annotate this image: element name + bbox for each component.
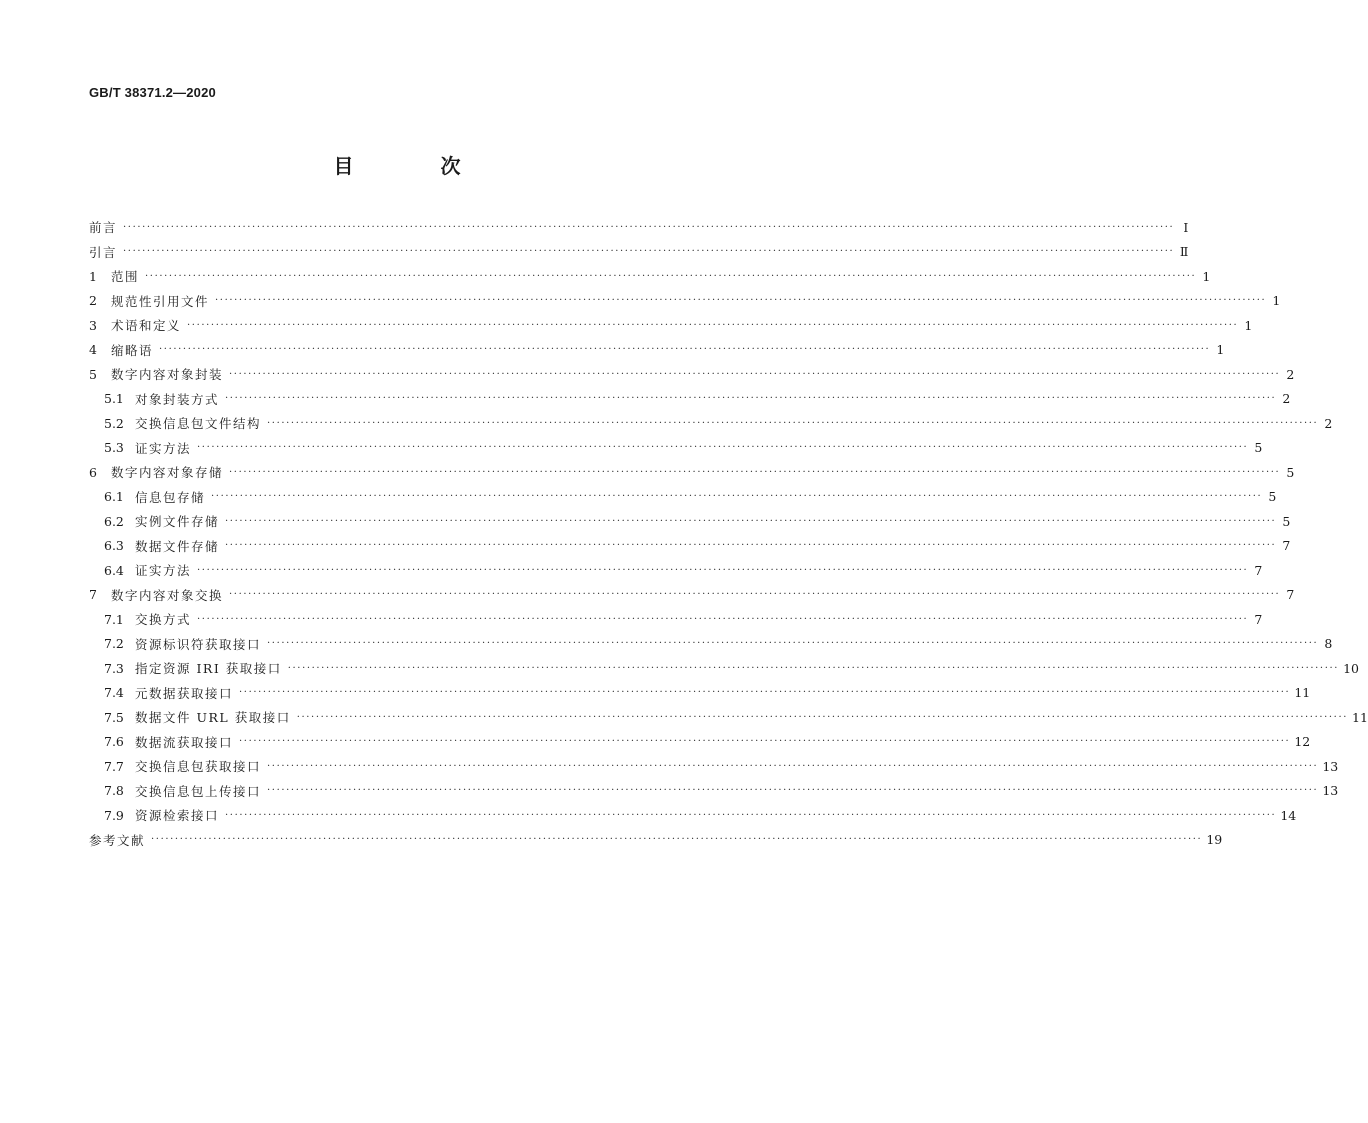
toc-entry-title: 数据文件 URL 获取接口	[135, 710, 291, 726]
toc-entry-page-number: 8	[1324, 636, 1333, 652]
toc-leader-dots: ····························································································································································································································	[197, 442, 1249, 454]
toc-entry-title: 交换方式	[135, 612, 192, 628]
toc-entry-page-number: 13	[1322, 758, 1339, 774]
toc-entry-title: 规范性引用文件	[111, 293, 210, 309]
toc-entry-page-number: 19	[1206, 832, 1223, 848]
toc-leader-dots: ····························································································································································································································	[197, 564, 1249, 576]
toc-entry[interactable]	[89, 460, 1295, 485]
toc-entry-title: 术语和定义	[111, 318, 182, 334]
toc-entry-page-number: 12	[1294, 734, 1311, 750]
toc-leader-dots: ····························································································································································································································	[225, 515, 1277, 527]
toc-entry-title: 证实方法	[135, 440, 192, 456]
toc-leader-dots: ····························································································································································································································	[287, 662, 1340, 674]
toc-entry[interactable]	[89, 215, 1189, 240]
toc-entry-number: 6.3	[104, 538, 124, 554]
toc-entry[interactable]	[89, 338, 1225, 363]
toc-entry[interactable]	[89, 534, 1291, 559]
toc-entry-page-number: 7	[1282, 538, 1291, 554]
toc-entry-title: 数字内容对象交换	[111, 587, 224, 603]
toc-leader-dots: ····························································································································································································································	[296, 711, 1349, 723]
toc-entry-title: 元数据获取接口	[135, 685, 234, 701]
toc-entry-title: 范围	[111, 269, 140, 285]
toc-entry-page-number: 1	[1216, 342, 1225, 358]
toc-leader-dots: ····························································································································································································································	[229, 368, 1281, 380]
toc-entry-page-number: 2	[1324, 415, 1333, 431]
toc-leader-dots: ····························································································································································································································	[159, 344, 1211, 356]
toc-leader-dots: ····························································································································································································································	[215, 295, 1267, 307]
toc-entry[interactable]	[89, 485, 1277, 510]
toc-entry-number: 7.2	[104, 636, 124, 652]
toc-entry-page-number: 10	[1343, 660, 1359, 676]
toc-leader-dots: ····························································································································································································································	[123, 221, 1175, 233]
toc-entry-number: 6.2	[104, 513, 124, 529]
toc-title: 目 次	[333, 154, 501, 178]
toc-entry-title: 数字内容对象封装	[111, 367, 224, 383]
toc-entry-title: 数据流获取接口	[135, 734, 234, 750]
toc-entry[interactable]	[89, 509, 1291, 534]
toc-entry-title: 证实方法	[135, 563, 192, 579]
toc-leader-dots: ····························································································································································································································	[267, 417, 1319, 429]
toc-entry-page-number: Ⅱ	[1179, 244, 1189, 260]
toc-entry[interactable]	[89, 803, 1297, 828]
toc-entry[interactable]	[89, 828, 1223, 853]
toc-entry-number: 7.7	[104, 758, 124, 774]
toc-entry[interactable]	[89, 264, 1211, 289]
toc-leader-dots: ····························································································································································································································	[239, 687, 1291, 699]
toc-entry-number: 3	[89, 317, 97, 333]
toc-entry-number: 2	[89, 293, 97, 309]
toc-entry-number: 7	[89, 587, 97, 603]
toc-leader-dots: ····························································································································································································································	[145, 270, 1197, 282]
toc-entry-number: 7.9	[104, 807, 124, 823]
toc-leader-dots: ····························································································································································································································	[225, 540, 1277, 552]
toc-leader-dots: ····························································································································································································································	[197, 613, 1249, 625]
toc-entry[interactable]	[89, 705, 1368, 730]
toc-entry-title: 交换信息包上传接口	[135, 783, 262, 799]
toc-leader-dots: ····························································································································································································································	[267, 760, 1319, 772]
toc-entry-number: 6.4	[104, 562, 124, 578]
toc-entry-number: 7.1	[104, 611, 124, 627]
toc-entry-title: 交换信息包获取接口	[135, 759, 262, 775]
toc-entry-page-number: 7	[1254, 611, 1263, 627]
toc-entry-page-number: 14	[1280, 807, 1297, 823]
toc-leader-dots: ····························································································································································································································	[225, 809, 1277, 821]
toc-entry-number: 5.1	[104, 391, 124, 407]
standard-code: GB/T 38371.2—2020	[89, 85, 216, 100]
toc-entry-number: 7.6	[104, 734, 124, 750]
toc-entry-page-number: 5	[1286, 464, 1295, 480]
toc-entry-title: 交换信息包文件结构	[135, 416, 262, 432]
toc-leader-dots: ····························································································································································································································	[229, 589, 1281, 601]
toc-leader-dots: ····························································································································································································································	[267, 638, 1319, 650]
toc-entry-page-number: 13	[1322, 783, 1339, 799]
toc-entry-page-number: 1	[1244, 317, 1253, 333]
toc-entry[interactable]	[89, 558, 1263, 583]
toc-entry-title: 资源检索接口	[135, 808, 220, 824]
table-of-contents	[89, 215, 1368, 852]
toc-leader-dots: ····························································································································································································································	[151, 834, 1203, 846]
toc-entry[interactable]	[89, 632, 1333, 657]
toc-entry-title: 实例文件存储	[135, 514, 220, 530]
toc-entry-number: 7.3	[104, 660, 124, 676]
toc-entry-title: 引言	[89, 244, 118, 260]
toc-leader-dots: ····························································································································································································································	[229, 466, 1281, 478]
toc-entry-number: 7.8	[104, 783, 124, 799]
toc-entry-title: 对象封装方式	[135, 391, 220, 407]
toc-entry-page-number: 1	[1272, 293, 1281, 309]
toc-entry[interactable]	[89, 362, 1295, 387]
toc-entry[interactable]	[89, 607, 1263, 632]
toc-entry-page-number: 2	[1282, 391, 1291, 407]
toc-entry-number: 1	[89, 268, 97, 284]
toc-entry-number: 6	[89, 464, 97, 480]
toc-entry-number: 6.1	[104, 489, 124, 505]
toc-entry-number: 4	[89, 342, 97, 358]
toc-leader-dots: ····························································································································································································································	[225, 393, 1277, 405]
toc-entry-title: 缩略语	[111, 342, 154, 358]
toc-entry-number: 5	[89, 366, 97, 382]
toc-leader-dots: ····························································································································································································································	[123, 246, 1175, 258]
toc-entry[interactable]	[89, 289, 1281, 314]
toc-entry-page-number: 5	[1254, 440, 1263, 456]
toc-leader-dots: ····························································································································································································································	[211, 491, 1263, 503]
toc-entry-title: 信息包存储	[135, 489, 206, 505]
toc-entry-number: 5.2	[104, 415, 124, 431]
toc-entry-page-number: 11	[1294, 685, 1311, 701]
toc-entry[interactable]	[89, 313, 1253, 338]
toc-entry-page-number: 11	[1352, 709, 1368, 725]
toc-entry-title: 参考文献	[89, 832, 146, 848]
toc-leader-dots: ····························································································································································································································	[267, 785, 1319, 797]
toc-entry-page-number: 7	[1286, 587, 1295, 603]
toc-entry-title: 资源标识符获取接口	[135, 636, 262, 652]
toc-entry-title: 数字内容对象存储	[111, 465, 224, 481]
toc-entry[interactable]	[89, 656, 1359, 681]
toc-entry-number: 5.3	[104, 440, 124, 456]
toc-entry-page-number: 5	[1282, 513, 1291, 529]
toc-entry-number: 7.5	[104, 709, 124, 725]
toc-leader-dots: ····························································································································································································································	[187, 319, 1239, 331]
toc-entry[interactable]	[89, 583, 1295, 608]
toc-entry[interactable]	[89, 240, 1189, 265]
toc-entry[interactable]	[89, 411, 1333, 436]
toc-entry-page-number: 5	[1268, 489, 1277, 505]
toc-leader-dots: ····························································································································································································································	[239, 736, 1291, 748]
toc-entry[interactable]	[89, 387, 1291, 412]
toc-entry-page-number: Ⅰ	[1183, 219, 1189, 235]
toc-entry-page-number: 2	[1286, 366, 1295, 382]
toc-entry[interactable]	[89, 779, 1339, 804]
toc-entry[interactable]	[89, 730, 1311, 755]
toc-entry-title: 数据文件存储	[135, 538, 220, 554]
toc-entry-number: 7.4	[104, 685, 124, 701]
toc-entry-page-number: 1	[1202, 268, 1211, 284]
toc-entry-title: 前言	[89, 220, 118, 236]
toc-entry[interactable]	[89, 436, 1263, 461]
toc-entry-title: 指定资源 IRI 获取接口	[135, 661, 282, 677]
toc-entry[interactable]	[89, 681, 1311, 706]
toc-entry[interactable]	[89, 754, 1339, 779]
toc-entry-page-number: 7	[1254, 562, 1263, 578]
